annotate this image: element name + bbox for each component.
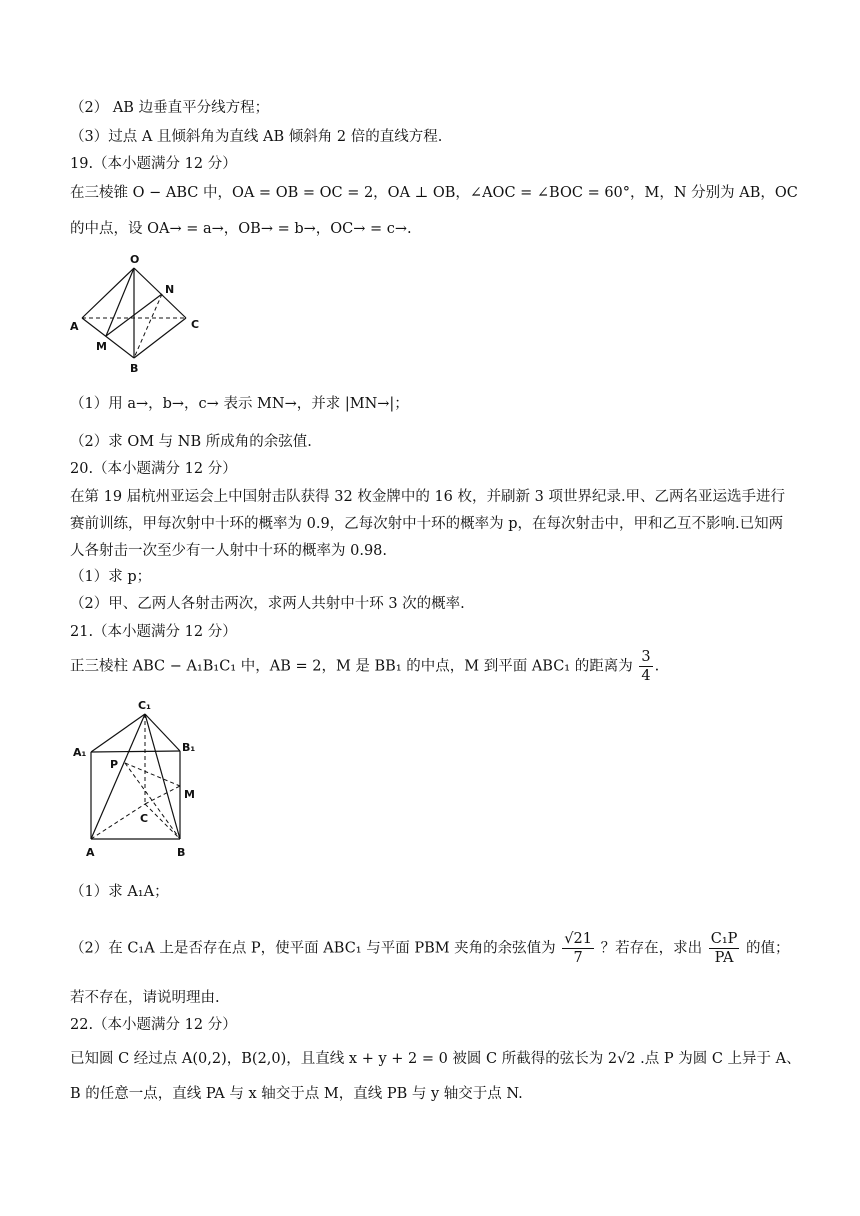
q19-label-A: A [70, 320, 79, 333]
q20-stem: 在第 19 届杭州亚运会上中国射击队获得 32 枚金牌中的 16 枚，并刷新 3 项世界纪录.甲、乙两名亚运选手进行赛前训练，甲每次射中十环的概率为 0.9，乙每次射中十环的概率为 p，在每次射击中，甲和乙互不影响.已知两人各射击一次至少有一人射中十环的概率为 0.98. [70, 489, 786, 559]
q21-cos-denominator: 7 [573, 950, 583, 966]
q21-label-B: B [177, 846, 186, 859]
q21-stem: 正三棱柱 ABC − A₁B₁C₁ 中，AB = 2，M 是 BB₁ 的中点，M 到平面 ABC₁ 的距离为 $\frac{3}{4}$ . [70, 649, 660, 684]
q21-stem-text: 正三棱柱 ABC − A₁B₁C₁ 中，AB = 2，M 是 BB₁ 的中点，M 到平面 ABC₁ 的距离为 [70, 658, 633, 675]
q21-part2-text-b: ？若存在，求出 [600, 940, 703, 957]
q20-part1: （1）求 p； [70, 569, 152, 585]
q21-label-C1: C₁ [138, 699, 151, 712]
q21-label-M: M [184, 788, 195, 801]
q19-tetrahedron-figure [66, 250, 216, 375]
q19-stem-line1: 在三棱锥 O − ABC 中，OA = OB = OC = 2，OA ⊥ OB，∠AOC = ∠BOC = 60°，M，N 分别为 AB，OC [70, 185, 798, 201]
q21-label-A1: A₁ [73, 746, 87, 759]
q18-part3: （3）过点 A 且倾斜角为直线 AB 倾斜角 2 倍的直线方程. [70, 129, 443, 145]
q21-distance-denominator: 4 [641, 668, 651, 684]
q19-part2: （2）求 OM 与 NB 所成角的余弦值. [70, 434, 312, 450]
q19-label-M: M [96, 340, 107, 353]
q20-part2: （2）甲、乙两人各射击两次，求两人共射中十环 3 次的概率. [70, 596, 465, 612]
q21-cos-numerator: √21 [564, 931, 592, 947]
q21-distance-numerator: 3 [641, 649, 651, 665]
q19-part1: （1）用 a→，b→，c→ 表示 MN→，并求 |MN→|； [70, 396, 409, 412]
q21-label-A: A [86, 846, 95, 859]
q19-header: 19.（本小题满分 12 分） [70, 156, 237, 172]
q21-part2-text-a: （2）在 C₁A 上是否存在点 P，使平面 ABC₁ 与平面 PBM 夹角的余弦值为 [70, 940, 556, 957]
q22-stem-line1: 已知圆 C 经过点 A(0,2)，B(2,0)，且直线 x + y + 2 = 0 被圆 C 所截得的弦长为 2√2 .点 P 为圆 C 上异于 A、 [70, 1051, 801, 1067]
q19-label-C: C [191, 318, 200, 331]
q21-label-B1: B₁ [182, 741, 196, 754]
q21-distance-fraction [639, 648, 652, 685]
q21-ratio-denominator: PA [714, 950, 734, 966]
q18-part2: （2） AB 边垂直平分线方程； [70, 100, 270, 116]
q19-stem-line2: 的中点，设 OA→ = a→，OB→ = b→，OC→ = c→. [70, 221, 412, 237]
q21-part2-text-c: 的值； [746, 940, 790, 957]
q22-header: 22.（本小题满分 12 分） [70, 1017, 237, 1033]
q19-label-N: N [165, 283, 175, 296]
q21-ratio-fraction [709, 930, 740, 967]
q19-label-B: B [130, 362, 139, 375]
q22-stem-line2: B 的任意一点，直线 PA 与 x 轴交于点 M，直线 PB 与 y 轴交于点 N. [70, 1086, 523, 1102]
q20-header: 20.（本小题满分 12 分） [70, 461, 237, 477]
q21-part1: （1）求 A₁A； [70, 884, 169, 900]
q21-label-C: C [140, 812, 149, 825]
q21-prism-figure [70, 696, 205, 861]
q21-label-P: P [110, 758, 119, 771]
q21-ratio-numerator: C₁P [710, 931, 738, 947]
q21-part2 [70, 930, 790, 967]
q21-cos-fraction [562, 930, 594, 967]
q21-header: 21.（本小题满分 12 分） [70, 624, 237, 640]
q19-label-O: O [130, 253, 140, 266]
q21-part2-tail: 若不存在，请说明理由. [70, 990, 220, 1006]
